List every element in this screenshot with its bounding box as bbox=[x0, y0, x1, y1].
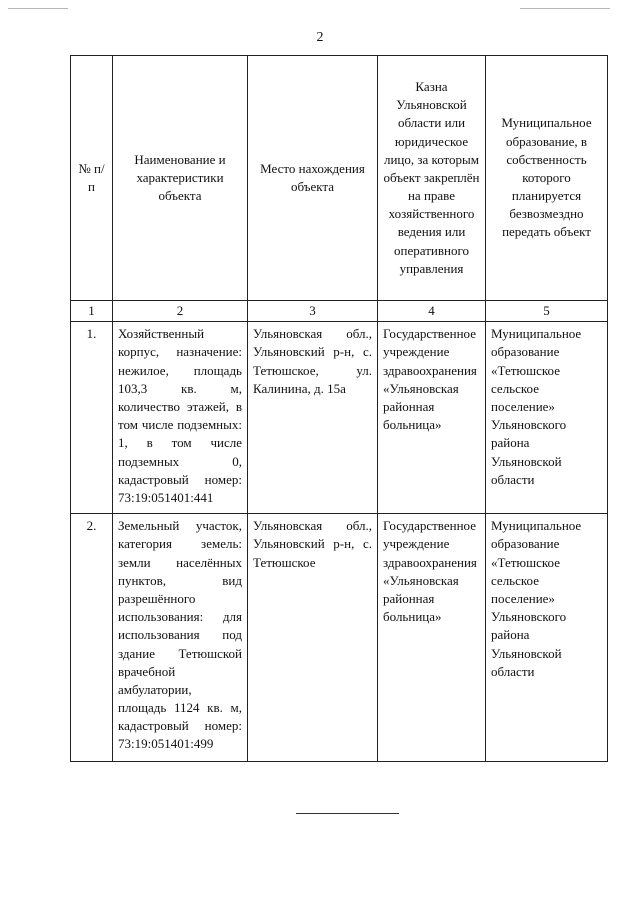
object-description: Земельный участок, категория земель: земли населённых пунктов, вид разрешённого использования: для использования под здание Тетюшской врачебной амбулатории, площадь 1124 кв. м, кадастровый номер: 73:19:051401:499 bbox=[113, 514, 248, 762]
column-number: 4 bbox=[378, 301, 486, 322]
column-number: 1 bbox=[71, 301, 113, 322]
row-index: 1. bbox=[71, 322, 113, 514]
object-location: Ульяновская обл., Ульяновский р-н, с. Тетюшское, ул. Калинина, д. 15а bbox=[248, 322, 378, 514]
header-location: Место нахождения объекта bbox=[248, 56, 378, 301]
column-number: 2 bbox=[113, 301, 248, 322]
recipient-municipality: Муниципальное образование «Тетюшское сельское поселение» Ульяновского района Ульяновской области bbox=[486, 322, 608, 514]
table-row bbox=[71, 514, 608, 762]
header-holder: Казна Ульяновской области или юридическое лицо, за которым объект закреплён на праве хозяйственного ведения или оперативного управления bbox=[378, 56, 486, 301]
header-municipality: Муниципальное образование, в собственность которого планируется безвозмездно передать объект bbox=[486, 56, 608, 301]
table-row bbox=[71, 322, 608, 514]
header-object-name: Наименование и характеристики объекта bbox=[113, 56, 248, 301]
object-location: Ульяновская обл., Ульяновский р-н, с. Тетюшское bbox=[248, 514, 378, 762]
object-holder: Государственное учреждение здравоохранения «Ульяновская районная больница» bbox=[378, 514, 486, 762]
scan-mark-right bbox=[520, 8, 610, 9]
end-of-document-rule bbox=[296, 813, 399, 814]
object-holder: Государственное учреждение здравоохранения «Ульяновская районная больница» bbox=[378, 322, 486, 514]
column-number: 5 bbox=[486, 301, 608, 322]
recipient-municipality: Муниципальное образование «Тетюшское сельское поселение» Ульяновского района Ульяновской области bbox=[486, 514, 608, 762]
column-number: 3 bbox=[248, 301, 378, 322]
column-number-row bbox=[71, 301, 608, 322]
row-index: 2. bbox=[71, 514, 113, 762]
scan-mark-left bbox=[8, 8, 68, 9]
property-transfer-table bbox=[70, 55, 608, 762]
header-index: № п/п bbox=[71, 56, 113, 301]
object-description: Хозяйственный корпус, назначение: нежилое, площадь 103,3 кв. м, количество этажей, в том числе подземных: 1, в том числе подземных 0, кадастровый номер: 73:19:051401:441 bbox=[113, 322, 248, 514]
page-number: 2 bbox=[316, 30, 324, 45]
header-row bbox=[71, 56, 608, 301]
